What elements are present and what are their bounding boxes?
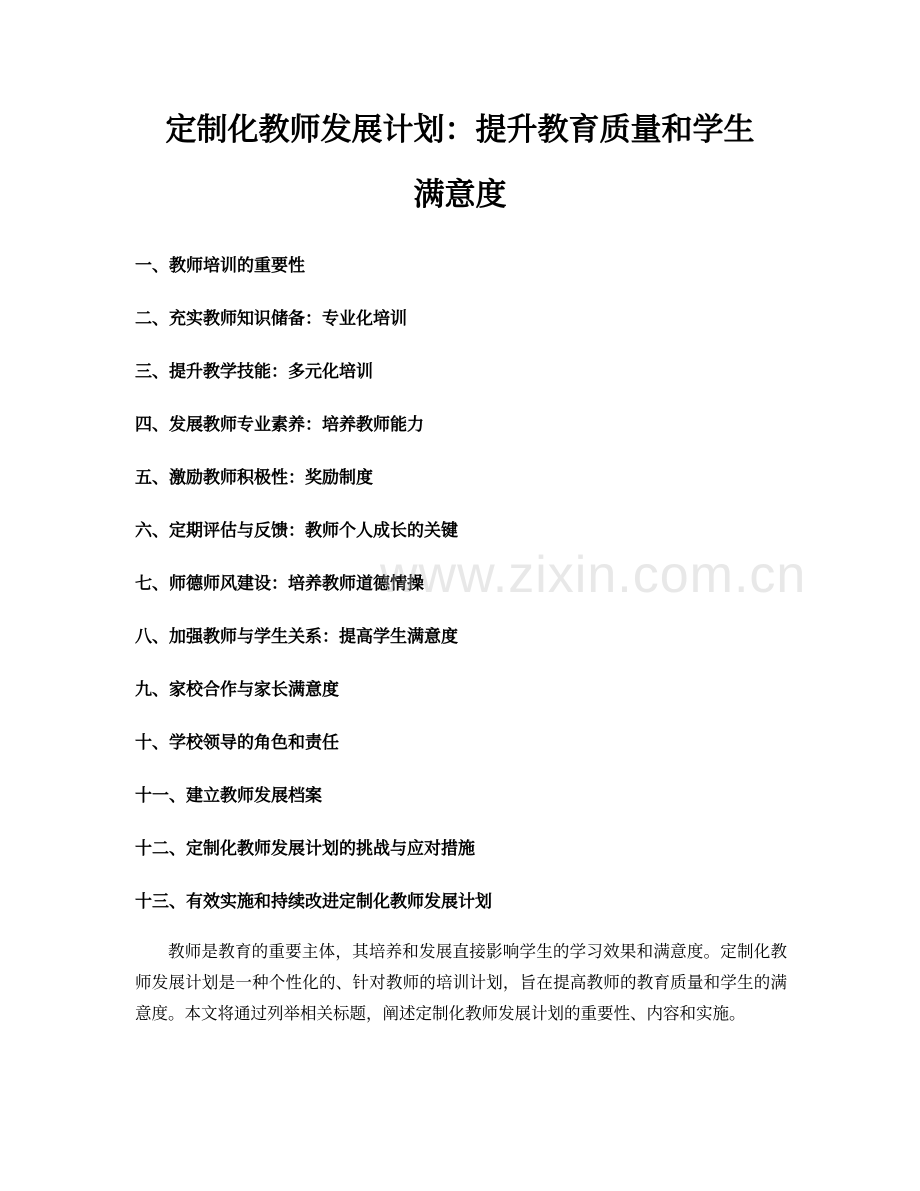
- toc-item-7: 七、师德师风建设：培养教师道德情操: [135, 574, 424, 594]
- toc-item-6: 六、定期评估与反馈：教师个人成长的关键: [135, 521, 458, 541]
- document-title-line-2: 满意度: [413, 177, 507, 213]
- toc-item-5: 五、激励教师积极性：奖励制度: [135, 468, 373, 488]
- watermark: www.zixin.com.cn: [380, 546, 807, 604]
- intro-paragraph: 教师是教育的重要主体，其培养和发展直接影响学生的学习效果和满意度。定制化教师发展计划是一种个性化的、针对教师的培训计划，旨在提高教师的教育质量和学生的满意度。本文将通过列举相关标题，阐述定制化教师发展计划的重要性、内容和实施。: [135, 942, 787, 1023]
- toc-item-8: 八、加强教师与学生关系：提高学生满意度: [135, 627, 458, 647]
- toc-item-1: 一、教师培训的重要性: [135, 256, 305, 276]
- toc-item-11: 十一、建立教师发展档案: [135, 786, 322, 806]
- toc-item-3: 三、提升教学技能：多元化培训: [135, 362, 373, 382]
- toc-item-4: 四、发展教师专业素养：培养教师能力: [135, 415, 424, 435]
- table-of-contents: [135, 250, 492, 939]
- toc-item-12: 十二、定制化教师发展计划的挑战与应对措施: [135, 839, 475, 859]
- toc-item-2: 二、充实教师知识储备：专业化培训: [135, 309, 407, 329]
- toc-item-13: 十三、有效实施和持续改进定制化教师发展计划: [135, 892, 492, 912]
- toc-item-10: 十、学校领导的角色和责任: [135, 733, 339, 753]
- toc-item-9: 九、家校合作与家长满意度: [135, 680, 339, 700]
- document-title-line-1: 定制化教师发展计划：提升教育质量和学生: [165, 112, 755, 148]
